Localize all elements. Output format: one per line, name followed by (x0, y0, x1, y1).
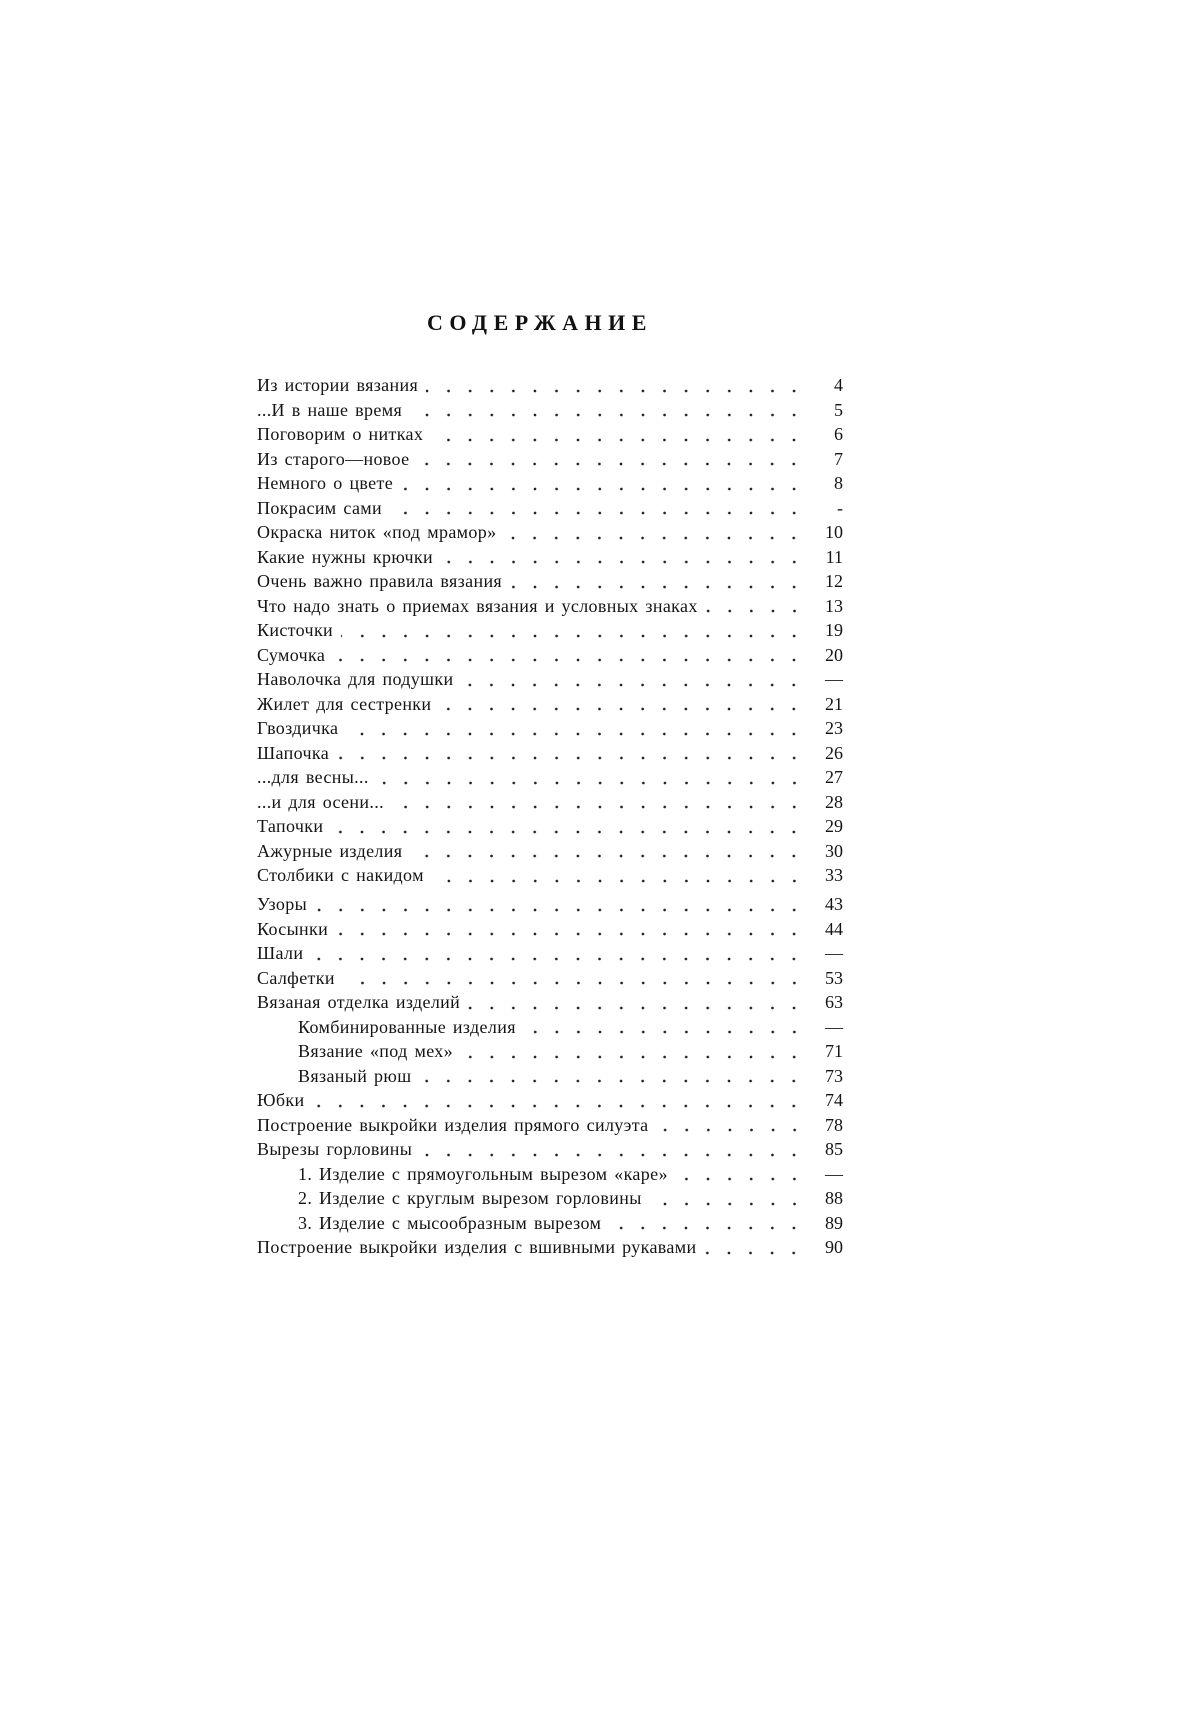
toc-entry (257, 398, 843, 423)
dot-leader (524, 1015, 805, 1040)
toc-entry (257, 667, 843, 692)
dot-leader (510, 569, 805, 594)
toc-entry (257, 716, 843, 741)
toc-entry-title: Построение выкройки изделия прямого силуэта (257, 1114, 649, 1135)
toc-entry-page-number: 6 (834, 424, 843, 444)
toc-entry-title: Салфетки (257, 967, 335, 988)
toc-entry-title: Наволочка для подушки (257, 669, 454, 689)
toc-entry-page-number: 20 (825, 644, 843, 665)
toc-subentry (257, 1186, 843, 1211)
toc-entry-title: Немного о цвете (257, 473, 394, 493)
toc-entry-page-number: — (825, 1163, 843, 1184)
toc-entry (257, 373, 843, 398)
toc-entry-title: Шапочка (257, 742, 330, 763)
toc-entry (257, 1088, 843, 1113)
dot-leader (461, 1039, 805, 1064)
toc-entry-title: Столбики с накидом (257, 865, 424, 885)
toc-entry-page-number: 21 (825, 693, 843, 714)
toc-entry-page-number: 88 (825, 1188, 843, 1208)
toc-entry-page-number: 23 (825, 718, 843, 738)
toc-entry (257, 594, 843, 619)
toc-entry (257, 545, 843, 570)
toc-entry-title: Из истории вязания (257, 375, 419, 395)
toc-entry (257, 643, 843, 668)
toc-entry-page-number: — (825, 669, 843, 689)
dot-leader (390, 496, 805, 521)
toc-entry-title: 3. Изделие с мысообразным вырезом (298, 1212, 602, 1233)
toc-entry-page-number: 5 (834, 399, 843, 420)
toc-entry (257, 618, 843, 643)
page-title: СОДЕРЖАНИЕ (427, 310, 653, 335)
toc-entry-page-number: 12 (825, 571, 843, 591)
toc-entry (257, 1113, 843, 1138)
toc-entry (257, 839, 843, 864)
dot-leader (419, 1064, 805, 1089)
toc-entry (257, 520, 843, 545)
dot-leader (426, 373, 805, 398)
toc-entry-title: ...И в наше время (257, 399, 403, 420)
dot-leader (410, 839, 805, 864)
dot-leader (343, 966, 805, 991)
toc-subentry (257, 1064, 843, 1089)
dot-leader (676, 1162, 805, 1187)
toc-entry-title: 2. Изделие с круглым вырезом горловины (298, 1188, 642, 1208)
dot-leader (417, 447, 805, 472)
dot-leader (410, 398, 805, 423)
toc-entry (257, 941, 843, 966)
dot-leader (468, 990, 805, 1015)
dot-leader (346, 716, 805, 741)
toc-entry-title: Поговорим о нитках (257, 424, 424, 444)
toc-entry-title: Какие нужны крючки (257, 546, 433, 567)
toc-entry-page-number: 13 (825, 595, 843, 616)
toc-entry-title: Очень важно правила вязания (257, 571, 503, 591)
dot-leader (392, 790, 805, 815)
dot-leader (441, 545, 805, 570)
toc-entry-page-number: - (837, 497, 843, 518)
toc-entry-page-number: 85 (825, 1139, 843, 1159)
toc-entry-title: Тапочки (257, 816, 324, 836)
toc-entry-title: Вязание «под мех» (298, 1041, 454, 1061)
dot-leader (337, 741, 805, 766)
toc-entry (257, 790, 843, 815)
toc-entry-title: Косынки (257, 918, 329, 939)
dot-leader (650, 1186, 805, 1211)
table-of-contents (257, 373, 843, 1260)
dot-leader (333, 643, 805, 668)
dot-leader (609, 1211, 805, 1236)
dot-leader (315, 892, 805, 917)
dot-leader (341, 618, 805, 643)
toc-entry-page-number: 71 (825, 1041, 843, 1061)
toc-entry-title: Из старого—новое (257, 448, 410, 469)
toc-entry-title: Вязаный рюш (298, 1065, 412, 1086)
dot-leader (431, 422, 805, 447)
toc-entry (257, 1137, 843, 1162)
toc-entry-page-number: — (825, 943, 843, 963)
toc-subentry (257, 1162, 843, 1187)
toc-entry-page-number: 29 (825, 816, 843, 836)
toc-subentry (257, 1015, 843, 1040)
toc-subentry (257, 1211, 843, 1236)
dot-leader (420, 1137, 805, 1162)
toc-entry-page-number: 26 (825, 742, 843, 763)
toc-entry (257, 814, 843, 839)
dot-leader (432, 863, 805, 888)
dot-leader (331, 814, 805, 839)
toc-entry-page-number: 63 (825, 992, 843, 1012)
dot-leader (336, 917, 805, 942)
toc-entry-page-number: 44 (825, 918, 843, 939)
toc-entry (257, 990, 843, 1015)
toc-entry (257, 917, 843, 942)
dot-leader (401, 471, 805, 496)
toc-entry (257, 471, 843, 496)
toc-entry-page-number: 7 (834, 448, 843, 469)
toc-entry-page-number: 10 (825, 522, 843, 542)
toc-entry-title: Юбки (257, 1090, 305, 1110)
toc-entry (257, 966, 843, 991)
toc-entry-page-number: 78 (825, 1114, 843, 1135)
dot-leader (706, 594, 805, 619)
toc-entry-page-number: 8 (834, 473, 843, 493)
toc-entry-title: Вырезы горловины (257, 1139, 413, 1159)
toc-entry-title: ...для весны... (257, 767, 369, 787)
toc-entry (257, 447, 843, 472)
toc-entry-title: Кисточки (257, 620, 334, 640)
toc-entry-page-number: 11 (825, 546, 843, 567)
toc-entry-page-number: 43 (825, 894, 843, 914)
toc-entry-title: Окраска ниток «под мрамор» (257, 522, 497, 542)
dot-leader (439, 692, 805, 717)
toc-entry-title: ...и для осени... (257, 791, 384, 812)
toc-entry-page-number: 30 (825, 840, 843, 861)
toc-entry (257, 422, 843, 447)
toc-entry (257, 892, 843, 917)
toc-entry-page-number: 28 (825, 791, 843, 812)
toc-entry-title: 1. Изделие с прямоугольным вырезом «каре» (298, 1163, 668, 1184)
dot-leader (504, 520, 805, 545)
toc-entry (257, 1235, 843, 1260)
toc-entry-title: Узоры (257, 894, 308, 914)
dot-leader (657, 1113, 806, 1138)
toc-entry (257, 741, 843, 766)
toc-entry-page-number: 4 (834, 375, 843, 395)
toc-entry-title: Комбинированные изделия (298, 1016, 516, 1037)
toc-entry-page-number: 33 (825, 865, 843, 885)
toc-entry-title: Что надо знать о приемах вязания и условных знаках (257, 595, 698, 616)
toc-entry-page-number: 19 (825, 620, 843, 640)
toc-entry-title: Покрасим сами (257, 497, 383, 518)
toc-entry-page-number: 27 (825, 767, 843, 787)
toc-entry (257, 692, 843, 717)
dot-leader (461, 667, 805, 692)
toc-entry-title: Жилет для сестренки (257, 693, 432, 714)
toc-entry-page-number: 73 (825, 1065, 843, 1086)
toc-entry-title: Сумочка (257, 644, 326, 665)
toc-entry-page-number: 90 (825, 1237, 843, 1257)
toc-subentry (257, 1039, 843, 1064)
toc-entry-page-number: 53 (825, 967, 843, 988)
toc-entry-title: Построение выкройки изделия с вшивными рукавами (257, 1237, 697, 1257)
dot-leader (377, 765, 805, 790)
toc-entry (257, 496, 843, 521)
toc-entry (257, 765, 843, 790)
toc-entry-title: Гвоздичка (257, 718, 339, 738)
dot-leader (312, 1088, 805, 1113)
toc-entry-title: Вязаная отделка изделий (257, 992, 461, 1012)
toc-entry-page-number: 89 (825, 1212, 843, 1233)
toc-entry-title: Шали (257, 943, 304, 963)
dot-leader (311, 941, 805, 966)
toc-entry-page-number: — (825, 1016, 843, 1037)
toc-entry (257, 569, 843, 594)
toc-entry-title: Ажурные изделия (257, 840, 403, 861)
toc-entry (257, 863, 843, 888)
toc-entry-page-number: 74 (825, 1090, 843, 1110)
dot-leader (704, 1235, 805, 1260)
